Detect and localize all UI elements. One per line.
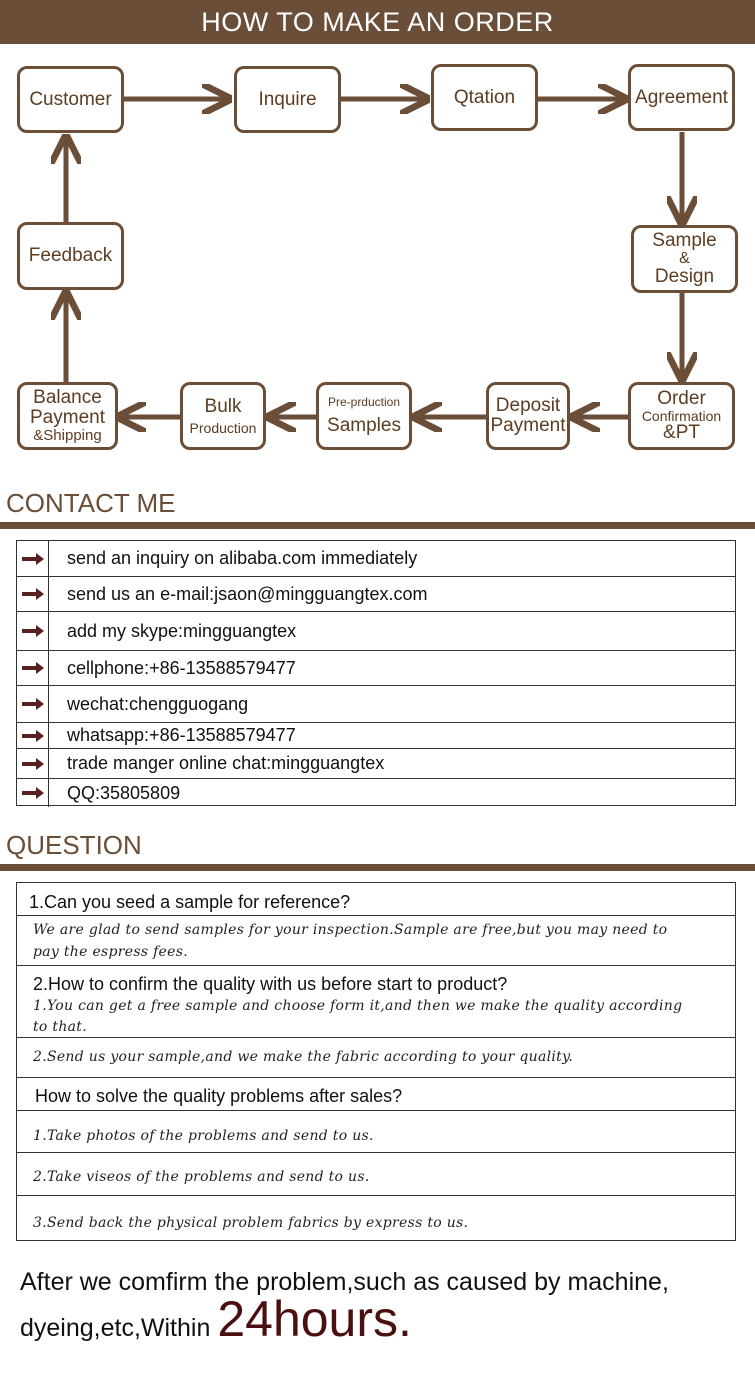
order-flow-diagram bbox=[0, 44, 755, 464]
faq-a1-row bbox=[17, 916, 735, 966]
faq-a3-2: 2.Take viseos of the problems and send to us. bbox=[33, 1169, 370, 1185]
step-feedback bbox=[17, 222, 124, 290]
contact-item-text: send an inquiry on alibaba.com immediately bbox=[67, 548, 418, 568]
closing-24hours: 24hours bbox=[217, 1291, 399, 1347]
faq-q1-row bbox=[17, 883, 735, 916]
step-sample-design bbox=[631, 225, 738, 293]
step-inquire-label: Inquire bbox=[258, 88, 317, 110]
faq-a3-1: 1.Take photos of the problems and send to us. bbox=[33, 1128, 374, 1144]
contact-arrow-cell bbox=[17, 686, 49, 722]
step-quotation-label: Qtation bbox=[453, 86, 516, 108]
arrow-right-icon bbox=[21, 758, 45, 770]
contact-row bbox=[17, 723, 735, 749]
faq-q2: 2.How to confirm the quality with us before start to product? bbox=[33, 974, 508, 994]
contact-row bbox=[17, 651, 735, 686]
contact-item-text: whatsapp:+86-13588579477 bbox=[67, 725, 296, 745]
question-section-title: QUESTION bbox=[6, 830, 142, 860]
faq-a2-2-row bbox=[17, 1038, 735, 1078]
arrow-right-icon bbox=[21, 730, 45, 742]
contact-row bbox=[17, 779, 735, 807]
step-preproduction-label-1: Pre-prduction bbox=[327, 394, 401, 409]
contact-item-text: add my skype:mingguangtex bbox=[67, 620, 297, 641]
closing-line-1: After we comfirm the problem,such as caused by machine, bbox=[20, 1268, 669, 1296]
step-preproduction-label-2: Samples bbox=[327, 415, 401, 437]
contact-section-title: CONTACT ME bbox=[6, 488, 176, 518]
closing-period: . bbox=[398, 1291, 412, 1347]
contact-arrow-cell bbox=[17, 577, 49, 611]
step-order-label-3: &PT bbox=[663, 422, 700, 444]
contact-arrow-cell bbox=[17, 749, 49, 778]
arrow-right-icon bbox=[21, 553, 45, 565]
contact-arrow-cell bbox=[17, 612, 49, 650]
faq-q3-row bbox=[17, 1078, 735, 1111]
arrow-right-icon bbox=[21, 662, 45, 674]
faq-q2-row bbox=[17, 966, 735, 996]
contact-arrow-cell bbox=[17, 723, 49, 748]
arrow-right-icon bbox=[21, 698, 45, 710]
step-order-label-2: Confirmation bbox=[641, 407, 722, 424]
faq-a2-1-row bbox=[17, 996, 735, 1038]
contact-item-text: wechat:chengguogang bbox=[67, 693, 249, 714]
closing-line-2 bbox=[20, 1290, 412, 1348]
step-balance-label-1: Balance bbox=[33, 387, 102, 409]
step-sample-label-3: Design bbox=[654, 266, 715, 288]
step-balance-shipping bbox=[17, 382, 118, 450]
faq-a3-3: 3.Send back the physical problem fabrics by express to us. bbox=[33, 1215, 469, 1231]
step-bulk-label-2: Production bbox=[189, 419, 257, 436]
faq-q1: 1.Can you seed a sample for reference? bbox=[29, 892, 351, 912]
contact-row bbox=[17, 541, 735, 577]
step-balance-label-2: Payment bbox=[30, 407, 105, 429]
step-balance-label-3: &Shipping bbox=[33, 427, 102, 445]
contact-row bbox=[17, 686, 735, 723]
step-feedback-label: Feedback bbox=[28, 245, 113, 267]
question-divider bbox=[0, 864, 755, 871]
faq-a2-2: 2.Send us your sample,and we make the fabric according to your quality. bbox=[33, 1049, 574, 1065]
step-quotation bbox=[431, 64, 538, 131]
page-title-banner: HOW TO MAKE AN ORDER bbox=[0, 0, 755, 44]
contact-row bbox=[17, 612, 735, 651]
faq-table bbox=[16, 882, 736, 1241]
faq-a1-line2: pay the espress fees. bbox=[33, 944, 188, 960]
contact-divider bbox=[0, 522, 755, 529]
contact-table bbox=[16, 540, 736, 806]
faq-a1-line1: We are glad to send samples for your inspection.Sample are free,but you may need to bbox=[33, 922, 668, 938]
step-preproduction-samples bbox=[316, 382, 412, 450]
step-inquire bbox=[234, 66, 341, 133]
faq-a2-1-line1: 1.You can get a free sample and choose form it,and then we make the quality according bbox=[33, 998, 683, 1014]
step-deposit-label-2: Payment bbox=[490, 415, 566, 436]
contact-arrow-cell bbox=[17, 541, 49, 576]
step-sample-label-1: Sample bbox=[652, 229, 717, 251]
contact-arrow-cell bbox=[17, 779, 49, 807]
arrow-right-icon bbox=[21, 625, 45, 637]
faq-q3: How to solve the quality problems after sales? bbox=[35, 1086, 403, 1106]
step-customer-label: Customer bbox=[29, 88, 112, 110]
contact-row bbox=[17, 749, 735, 779]
faq-a2-1-line2: to that. bbox=[33, 1019, 87, 1035]
step-order-label-1: Order bbox=[657, 387, 706, 409]
faq-a3-1-row bbox=[17, 1111, 735, 1153]
contact-item-text: trade manger online chat:mingguangtex bbox=[67, 753, 385, 773]
step-bulk-production bbox=[180, 382, 266, 450]
faq-a3-3-row bbox=[17, 1196, 735, 1240]
step-deposit-payment bbox=[486, 382, 570, 450]
faq-a3-2-row bbox=[17, 1153, 735, 1196]
step-customer bbox=[17, 66, 124, 133]
step-agreement-label: Agreement bbox=[635, 86, 728, 108]
step-bulk-label-1: Bulk bbox=[204, 395, 242, 417]
closing-line-2-prefix: dyeing,etc,Within bbox=[20, 1314, 218, 1342]
contact-row bbox=[17, 577, 735, 612]
contact-item-text: send us an e-mail:jsaon@mingguangtex.com bbox=[67, 583, 428, 604]
step-agreement bbox=[628, 64, 735, 131]
arrow-right-icon bbox=[21, 787, 45, 799]
contact-item-text: cellphone:+86-13588579477 bbox=[67, 657, 296, 678]
contact-item-text: QQ:35805809 bbox=[67, 782, 181, 803]
step-sample-label-2: & bbox=[679, 249, 690, 267]
step-order-confirmation bbox=[628, 382, 735, 450]
arrow-right-icon bbox=[21, 588, 45, 600]
contact-arrow-cell bbox=[17, 651, 49, 685]
step-deposit-label-1: Deposit bbox=[495, 395, 561, 417]
